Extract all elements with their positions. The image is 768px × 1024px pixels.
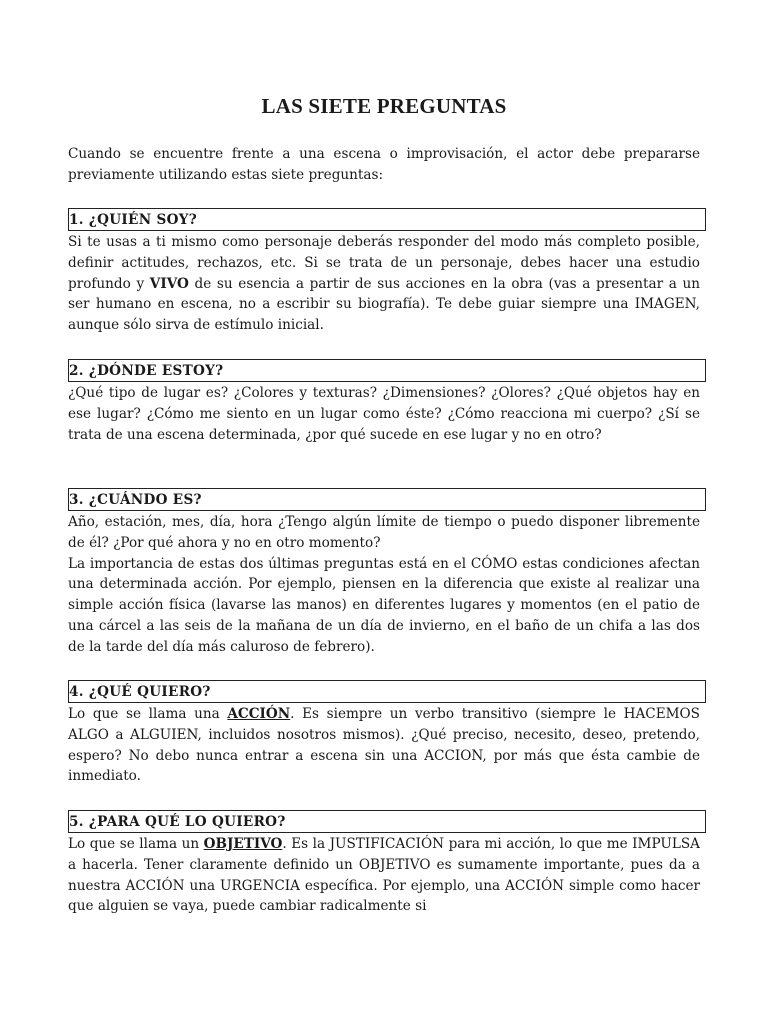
section-heading: 2. ¿DÓNDE ESTOY? (68, 359, 706, 382)
body-text: Lo que se llama una (68, 706, 228, 722)
body-text: . Es la JUSTIFICACIÓN para mi acción, lo que me IMPULSA a hacerla. Tener claramente definido un OBJETIVO es sumamente importante, pues da a nuestra ACCIÓN una URGENCIA específica. Por ejemplo, una ACCIÓN simple como hacer que alguien se vaya, puede cambiar radicalmente si (68, 836, 700, 915)
section-quien-soy (68, 208, 700, 336)
section-body (68, 834, 700, 917)
section-heading: 4. ¿QUÉ QUIERO? (68, 680, 706, 703)
body-text: de su esencia a partir de sus acciones en la obra (vas a presentar a un ser humano en escena, no a escribir su biografía). Te debe guiar siempre una IMAGEN, aunque sólo sirva de estímulo inicial. (68, 275, 701, 334)
document-title: LAS SIETE PREGUNTAS (261, 94, 507, 118)
body-text: Si te usas a ti mismo como personaje deberás responder del modo más completo posible, definir actitudes, rechazos, etc. Si se trata de un personaje, debes hacer una estudio profundo y (68, 234, 700, 292)
body-text: . Es siempre un verbo transitivo (siempre le HACEMOS ALGO a ALGUIEN, incluidos nosotros mismos). ¿Qué preciso, necesito, deseo, pretendo, espero? No debo nunca entrar a escena sin una ACCION, por más que ésta cambie de inmediato. (68, 706, 700, 785)
section-para-que-lo-quiero (68, 810, 700, 917)
section-body (68, 232, 700, 336)
section-heading: 5. ¿PARA QUÉ LO QUIERO? (68, 810, 706, 833)
keyword-vivo: VIVO (149, 275, 189, 292)
body-text: Lo que se llama un (68, 836, 204, 852)
section-heading: 1. ¿QUIÉN SOY? (68, 208, 706, 231)
section-body (68, 704, 700, 787)
intro-paragraph: Cuando se encuentre frente a una escena o improvisación, el actor debe prepararse previamente utilizando estas siete preguntas: (68, 146, 700, 183)
keyword-objetivo: OBJETIVO (203, 836, 283, 852)
paragraph: Año, estación, mes, día, hora ¿Tengo algún límite de tiempo o puedo disponer libremente de él? ¿Por qué ahora y no en otro momento? (68, 514, 700, 551)
keyword-accion: ACCIÓN (227, 706, 291, 722)
section-body (68, 512, 700, 658)
section-donde-estoy (68, 359, 700, 445)
section-body: ¿Qué tipo de lugar es? ¿Colores y texturas? ¿Dimensiones? ¿Olores? ¿Qué objetos hay en ese lugar? ¿Cómo me siento en un lugar como éste? ¿Cómo reacciona mi cuerpo? ¿Sí se trata de una escena determinada, ¿por qué sucede en ese lugar y no en otro? (68, 385, 700, 443)
section-cuando-es (68, 488, 700, 658)
section-que-quiero (68, 680, 700, 787)
paragraph: La importancia de estas dos últimas preguntas está en el CÓMO estas condiciones afectan una determinada acción. Por ejemplo, piensen en la diferencia que existe al realizar una simple acción física (lavarse las manos) en diferentes lugares y momentos (en el patio de una cárcel a las seis de la mañana de un día de invierno, en el baño de un chifa a las dos de la tarde del día más caluroso de febrero). (68, 555, 700, 655)
section-heading: 3. ¿CUÁNDO ES? (68, 488, 706, 511)
